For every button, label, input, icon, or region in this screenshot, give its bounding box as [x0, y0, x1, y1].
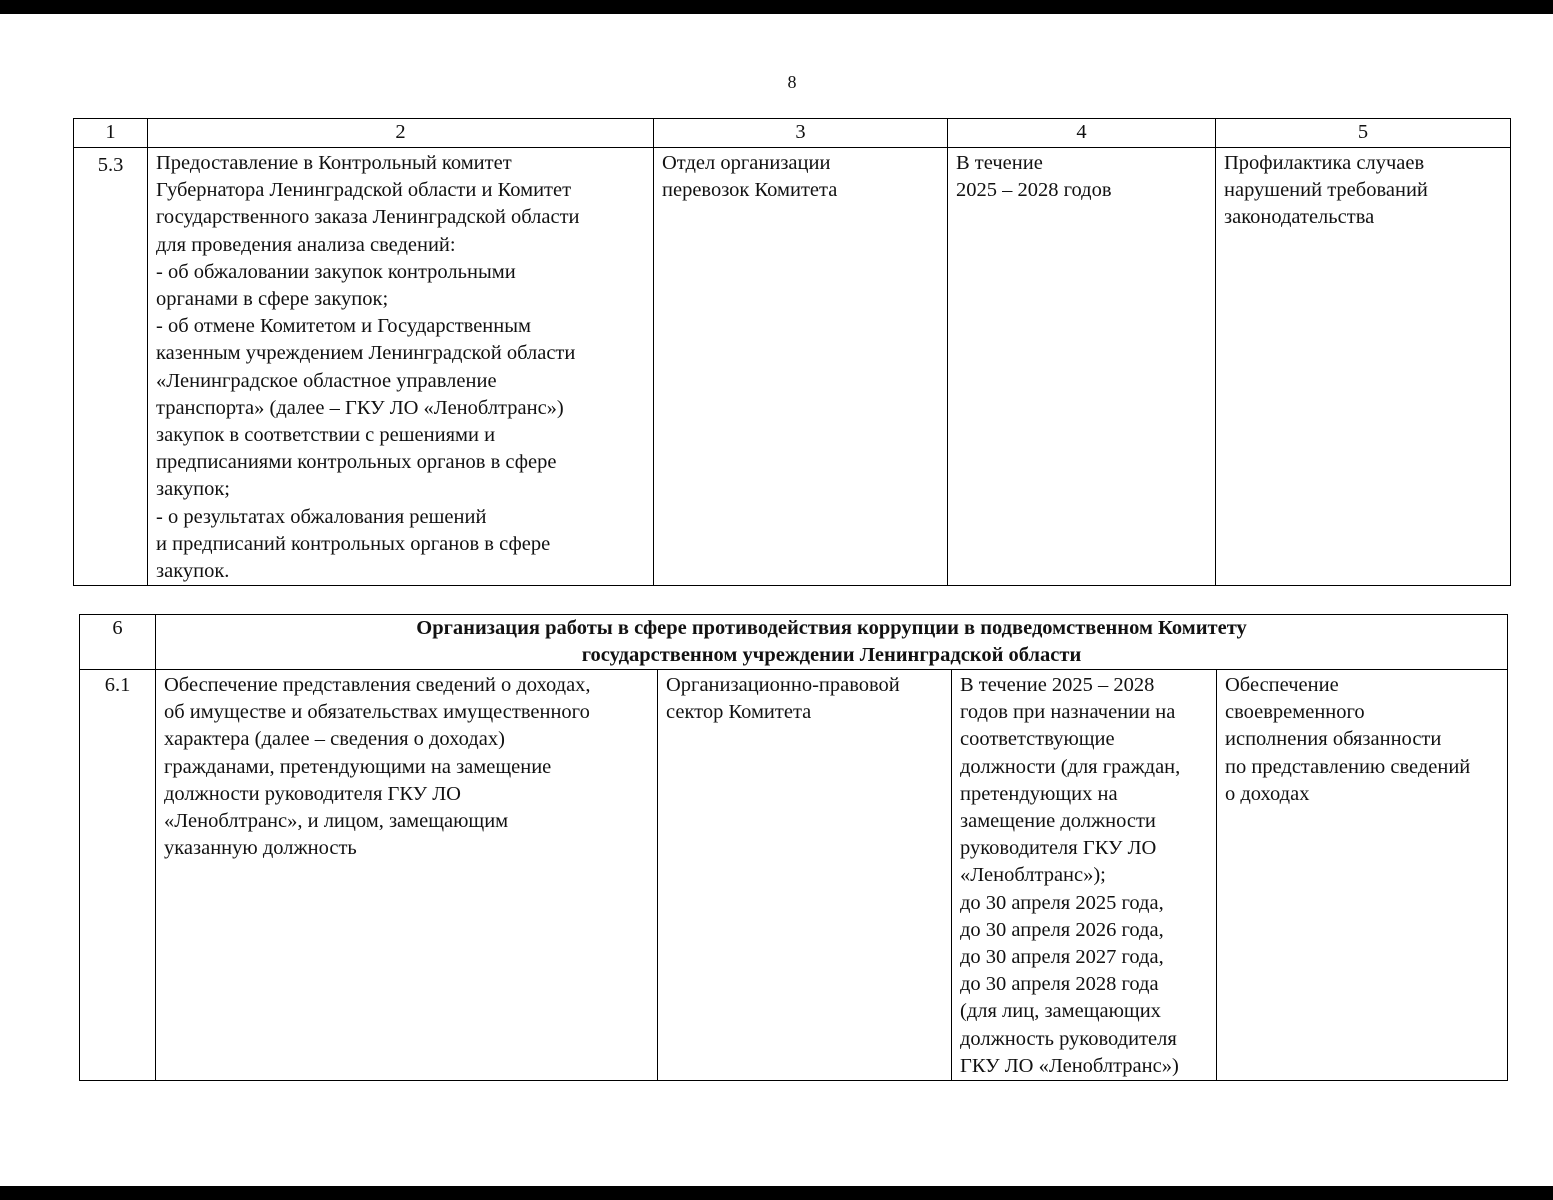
- responsible-cell: Отдел организации перевозок Комитета: [654, 148, 948, 586]
- responsible-cell: Организационно-правовой сектор Комитета: [658, 670, 952, 1081]
- activity-cell: Предоставление в Контрольный комитет Губернатора Ленинградской области и Комитет государственного заказа Ленинградской области для проведения анализа сведений: - об обжаловании закупок контрольными органами в сфере закупок; - об отмене Комитетом и Государственным казенным учреждением Ленинградской области «Ленинградское областное управление транспорта» (далее – ГКУ ЛО «Леноблтранс») закупок в соответствии с решениями и предписаниями контрольных органов в сфере закупок; - о результатах обжалования решений и предписаний контрольных органов в сфере закупок.: [148, 148, 654, 586]
- section-title: Организация работы в сфере противодействия коррупции в подведомственном Комитету государственном учреждении Ленинградской области: [156, 615, 1508, 670]
- plan-table-section-6: [79, 614, 1508, 1081]
- scan-border-bottom: [0, 1186, 1553, 1200]
- term-cell: В течение 2025 – 2028 годов: [948, 148, 1216, 586]
- item-number: 5.3: [74, 148, 148, 586]
- table-row: [80, 670, 1508, 1081]
- column-number: 5: [1216, 119, 1511, 148]
- result-cell: Обеспечение своевременного исполнения обязанности по представлению сведений о доходах: [1217, 670, 1508, 1081]
- item-number: 6.1: [80, 670, 156, 1081]
- column-number: 1: [74, 119, 148, 148]
- scan-border-top: [0, 0, 1553, 14]
- section-number: 6: [80, 615, 156, 670]
- section-header-row: [80, 615, 1508, 670]
- term-cell: В течение 2025 – 2028 годов при назначении на соответствующие должности (для граждан, претендующих на замещение должности руководителя ГКУ ЛО «Леноблтранс»); до 30 апреля 2025 года, до 30 апреля 2026 года, до 30 апреля 2027 года, до 30 апреля 2028 года (для лиц, замещающих должность руководителя ГКУ ЛО «Леноблтранс»): [952, 670, 1217, 1081]
- page-number: 8: [787, 72, 797, 92]
- activity-cell: Обеспечение представления сведений о доходах, об имуществе и обязательствах имущественного характера (далее – сведения о доходах) гражданами, претендующими на замещение должности руководителя ГКУ ЛО «Леноблтранс», и лицом, замещающим указанную должность: [156, 670, 658, 1081]
- column-number: 3: [654, 119, 948, 148]
- column-number: 2: [148, 119, 654, 148]
- column-number: 4: [948, 119, 1216, 148]
- plan-table-top: [73, 118, 1511, 586]
- result-cell: Профилактика случаев нарушений требований законодательства: [1216, 148, 1511, 586]
- column-number-row: [74, 119, 1511, 148]
- table-row: [74, 148, 1511, 586]
